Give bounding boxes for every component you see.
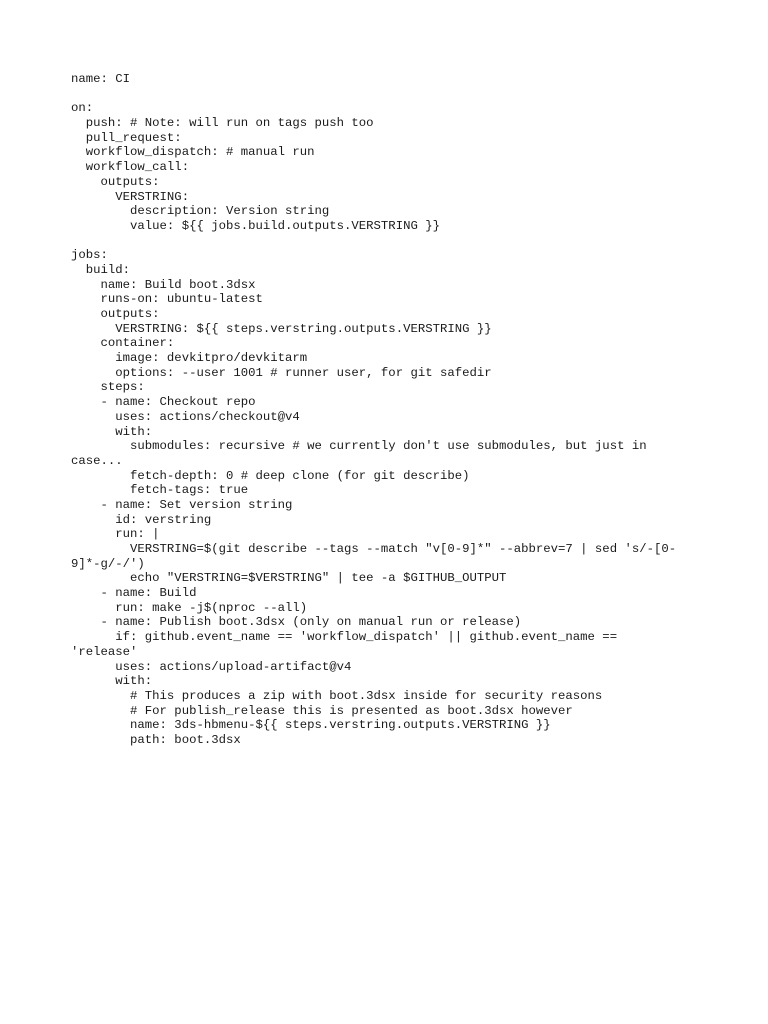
code-line: name: 3ds-hbmenu-${{ steps.verstring.outputs.VERSTRING }} (71, 718, 551, 733)
code-line: - name: Build (71, 586, 197, 601)
code-line: name: CI (71, 72, 131, 86)
code-line: workflow_call: (71, 160, 190, 175)
code-line: # For publish_release this is presented as boot.3dsx however (71, 703, 573, 718)
code-line: jobs: (71, 248, 108, 263)
code-line: workflow_dispatch: # manual run (71, 145, 315, 160)
code-line (71, 234, 711, 249)
code-line: with: (71, 674, 153, 689)
code-line: 'release' (71, 644, 138, 659)
code-line: echo "VERSTRING=$VERSTRING" | tee -a $GITHUB_OUTPUT (71, 571, 507, 586)
code-line: fetch-depth: 0 # deep clone (for git describe) (71, 468, 470, 483)
code-line: - name: Checkout repo (71, 395, 256, 410)
code-line: options: --user 1001 # runner user, for git safedir (71, 365, 492, 380)
code-block (71, 72, 711, 748)
code-line: run: | (71, 527, 160, 542)
code-line: name: Build boot.3dsx (71, 277, 256, 292)
code-line: VERSTRING: (71, 189, 190, 204)
code-line: 9]*-g/-/') (71, 556, 145, 571)
code-line: image: devkitpro/devkitarm (71, 351, 308, 366)
code-line: id: verstring (71, 512, 212, 527)
code-line: pull_request: (71, 130, 182, 145)
code-line: on: (71, 101, 94, 116)
code-line: fetch-tags: true (71, 483, 249, 498)
code-line: VERSTRING: ${{ steps.verstring.outputs.VERSTRING }} (71, 321, 492, 336)
code-line: VERSTRING=$(git describe --tags --match "v[0-9]*" --abbrev=7 | sed 's/-[0- (71, 542, 677, 556)
code-line: build: (71, 262, 131, 277)
code-line: runs-on: ubuntu-latest (71, 292, 263, 307)
code-line: outputs: (71, 174, 160, 189)
code-line (71, 87, 711, 102)
code-line: path: boot.3dsx (71, 732, 241, 747)
code-line: push: # Note: will run on tags push too (71, 116, 374, 131)
code-line: submodules: recursive # we currently don't use submodules, but just in (71, 439, 647, 454)
code-line: - name: Set version string (71, 497, 293, 512)
code-line: uses: actions/upload-artifact@v4 (71, 659, 352, 674)
code-line: container: (71, 336, 175, 351)
code-line: if: github.event_name == 'workflow_dispatch' || github.event_name == (71, 630, 618, 645)
code-line: run: make -j$(nproc --all) (71, 600, 308, 615)
code-line: value: ${{ jobs.build.outputs.VERSTRING }} (71, 218, 440, 233)
code-line: # This produces a zip with boot.3dsx inside for security reasons (71, 688, 603, 703)
code-line: uses: actions/checkout@v4 (71, 409, 300, 424)
code-line: description: Version string (71, 204, 330, 219)
code-line: - name: Publish boot.3dsx (only on manual run or release) (71, 615, 522, 630)
code-line: case... (71, 453, 123, 468)
code-line: steps: (71, 380, 145, 395)
code-line: with: (71, 424, 153, 439)
code-line: outputs: (71, 307, 160, 321)
